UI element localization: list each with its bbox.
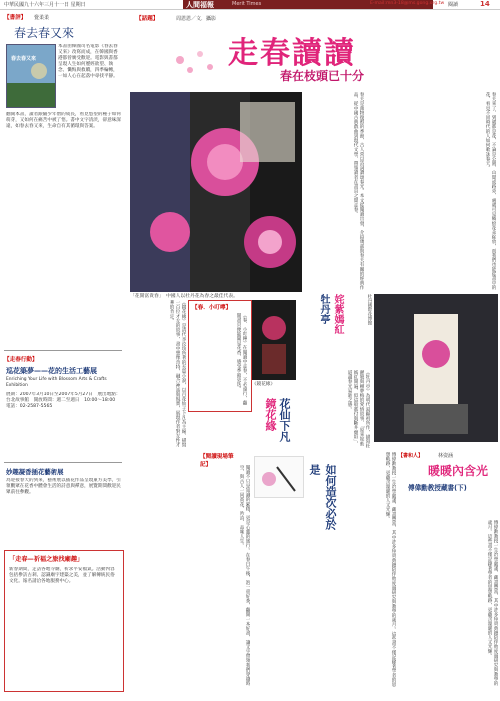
book-cover-title: 春去春又來	[11, 56, 37, 62]
books-people-author: 林姿涵	[438, 453, 454, 459]
spring-tip-tag: 【春．小叮嚀】	[192, 305, 232, 311]
feature-byline: 周恩恩／文．攝影	[176, 16, 217, 22]
newspaper-english-name: Merit Times	[232, 1, 262, 7]
flowers-in-mirror-cover	[254, 456, 304, 498]
books-people-body: 傅偉勳教授一生治學嚴謹，藏書豐富，其中許多珍貴典籍陪伴他度過研究與教學的歲月。這些書不僅記錄著學者的思想軌跡，更蘊含溫暖的人文光輝。	[487, 520, 498, 686]
books-people-tag: 【書和人】	[398, 453, 424, 459]
right-feature-text	[368, 92, 498, 292]
book-cover-art	[7, 45, 55, 107]
headline-flowers-in-mirror: 鏡花緣	[264, 398, 277, 431]
newspaper-name: 人間福報	[186, 1, 214, 9]
reading-notes-tag: 【閱讀現場筆記】	[200, 454, 234, 468]
temple-tour-body: 新春期間，走訪各地寺廟，祈求平安福氣。活動內容包括參訪古剎、認識廟宇建築之美，並了解傳統民俗文化。報名請洽各地服務中心。	[9, 567, 115, 584]
peony-illustration	[130, 92, 302, 292]
spring-tip-box	[188, 300, 252, 412]
divider	[4, 350, 122, 351]
center-body-column: 《鏡花緣》是清代李汝珍所著的長篇小說，以百花仙子下凡為主線，描寫一百位才女的故事，書中想像奇特，融合神話與現實，展現作者對女性才華的肯定。	[169, 300, 186, 448]
book-review-title: 春去春又來	[14, 26, 75, 40]
peony-expo-photo	[374, 294, 498, 442]
issue-date: 中華民國九十六年三月十一日 星期日	[4, 2, 86, 8]
book-review-tag: 【書評】	[4, 15, 27, 21]
peony-lead-headline: 姹紫嫣紅	[332, 294, 343, 334]
section-name: 閱讀	[448, 2, 459, 8]
book-review-body-intro: 本書由韓國司名電影《春去春又來》改寫而成，在韓國與香港都曾廣受歡迎。電影與書都呈現人生如何歷經欲望、執念、懺悔與救贖，四季輪轉，一如人心在起落中尋找平靜。	[58, 44, 118, 79]
peony-pavilion-body: 《牡丹亭》為明代湯顯祖所作，描寫杜麗娘與柳夢梅的愛情故事，「原來姹紫嫣紅開遍，似這般都付與斷井頹垣」，道盡春光易逝之感。	[347, 370, 370, 449]
books-people-title: 暖暖內含光	[428, 464, 489, 478]
peony-photo-caption: 「花開富貴春」 中國人以杜丹花為春之最佳代表。	[130, 294, 238, 299]
books-people-header	[398, 452, 498, 512]
peony-expo-caption: 杜丹國際花博館	[367, 294, 372, 325]
book-review-author: 覺柔柔	[34, 15, 50, 21]
divider	[4, 462, 122, 463]
cover-calligraphy	[255, 457, 303, 497]
feature-subtitle: 春在枝頭已十分	[280, 69, 365, 83]
flower-exhibition-title: 巡花築夢——花的生活工藝展	[6, 367, 97, 375]
contact-email: E-mail:mn3-18@ms.gong.org.tw	[370, 1, 445, 6]
page-number: 14	[480, 0, 490, 8]
feature-title: 走春讀讀	[228, 36, 356, 71]
books-people-body-left: 傅偉勳教授一生治學嚴謹，藏書豐富，其中許多珍貴典籍陪伴他度過研究與教學的歲月。這些書不僅記錄著學者的思想軌跡，更蘊含溫暖的人文光輝。	[385, 452, 396, 687]
spring-tip-text: 《春．小叮嚀》在閱讀中走春，不必遠行，翻開書頁便能聞見花香，感受季節更迭。	[236, 313, 247, 405]
book-art	[252, 300, 296, 380]
spring-action-tag: 【走春行動】	[4, 357, 38, 363]
feature-banner	[130, 12, 500, 92]
topic-tag: 【話題】	[136, 16, 159, 22]
peony-expo-art	[374, 294, 498, 442]
ikebana-exhibition-title: 妙趣凝香插花藝術展	[6, 468, 64, 476]
peony-pavilion-headline: 牡丹亭	[318, 294, 329, 324]
books-people-subtitle: 傅偉勳教授藏書(下)	[408, 484, 467, 492]
peony-photo	[130, 92, 302, 292]
temple-tour-box	[4, 550, 124, 692]
book-cover-image	[6, 44, 56, 108]
headline-fairy-descends: 花仙下凡	[278, 398, 291, 442]
reading-notes-body: 閱讀不只是知識的累積，更是心靈的旅行。在春日午後，泡一壺好茶，翻開一本好書，讓文字帶領我們穿越時空，與古人一同賞花、吟詩、品味人生。	[239, 465, 250, 686]
blossom-decoration	[130, 22, 225, 92]
reading-notes-headline: 如何造次必於是	[308, 464, 337, 530]
ikebana-exhibition-body: 為迎接春天的到來，藝術展以插花作品呈現東方美學，引領觀眾在花香中體會生活的詩意與禪意，展覽期間歡迎民眾前往參觀。	[6, 478, 121, 495]
right-feature-body: 春天來了，到處都是花，不論是公園、山間或路旁，處處可見繽紛花朵綻放，而我們也能從書中的花，看見不同時代的人如何歌詠春天。	[485, 92, 496, 290]
flower-exhibition-english-title: Enriching Your Life with Blossom Arts & Crafts Exhibition	[6, 377, 107, 388]
flower-exhibition-details: 展期：2007年3月10日至2007年5月27日 展出地點：台北故事館 開放時間：週二至週日 10:00～18:00 電話：02-2587-5565	[6, 392, 121, 409]
book-image-caption: 《鏡花緣》	[252, 382, 275, 387]
temple-tour-title: 「走春—祈福之旅找廟趣」	[9, 556, 84, 563]
book-review-body: 翻開本書，讀者跟隨少年僧的成長，看見慾望的種子如何萌芽，又如何在痛苦中被了悟。書中文字清淡，卻意味深遠，如春去春又來，生命自有其循環與答案。	[6, 112, 121, 129]
book-image	[252, 300, 296, 380]
feature-intro-column: 春天是萬物復甦的季節，古人常以詩詞讚頌春光。本文從閱讀出發，介紹幾部與春天有關的經典作品，從中國古典戲曲到現代文學，帶領讀者在書頁之間走春。	[353, 92, 364, 290]
